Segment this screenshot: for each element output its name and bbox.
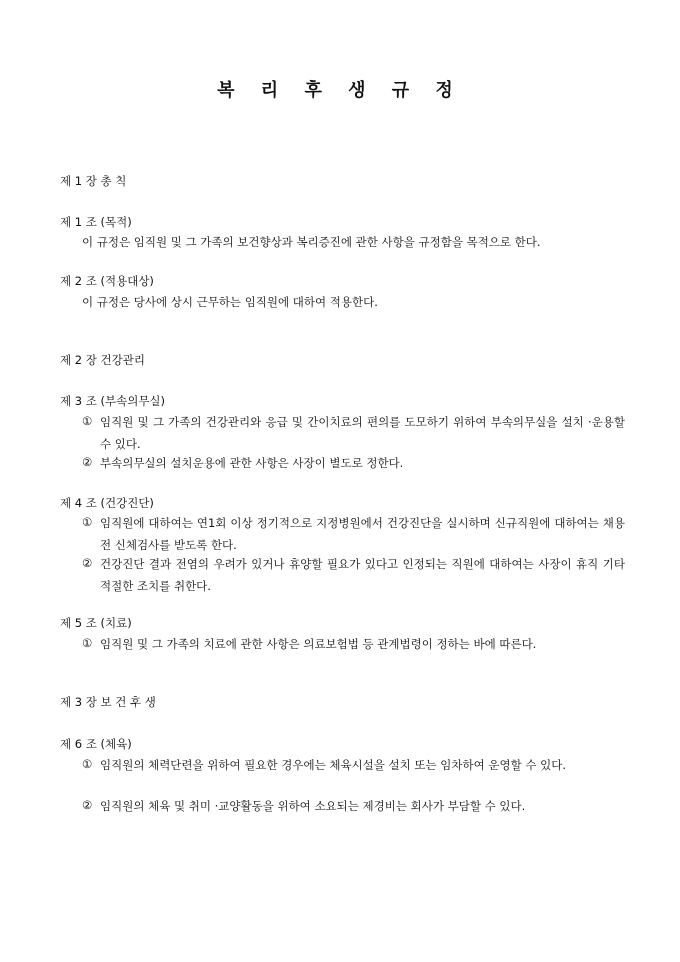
article-1-body: 이 규정은 임직원 및 그 가족의 보건향상과 복리증진에 관한 사항을 규정함을 목적으로 한다.: [82, 235, 541, 249]
article-6-item-1-number: ①: [82, 757, 93, 771]
chapter-2-heading: 제 2 장 건강관리: [60, 353, 145, 367]
article-3-item-1-text: 임직원 및 그 가족의 건강관리와 응급 및 간이치료의 편의를 도모하기 위하여 부속의무실을 설치 ·운용할수 있다.: [100, 415, 625, 451]
article-1-heading: 제 1 조 (목적): [60, 215, 132, 229]
article-6-item-2-number: ②: [82, 798, 93, 812]
article-5-heading: 제 5 조 (치료): [60, 616, 132, 630]
article-6-item-1-text: 임직원의 체력단련을 위하여 필요한 경우에는 체육시설을 설치 또는 임차하여 운영할 수 있다.: [100, 758, 567, 772]
article-6-heading: 제 6 조 (체육): [60, 737, 132, 751]
document-title: 복 리 후 생 규 정: [217, 80, 463, 101]
article-4-item-2-text: 건강진단 결과 전염의 우려가 있거나 휴양할 필요가 있다고 인정되는 직원에 대하여는 사장이 휴직 기타 적절한 조치를 취한다.: [100, 557, 625, 593]
article-4-item-1-number: ①: [82, 515, 93, 529]
article-2-heading: 제 2 조 (적용대상): [60, 274, 154, 288]
chapter-1-heading: 제 1 장 총 칙: [60, 174, 127, 188]
article-3-item-2-number: ②: [82, 455, 93, 469]
chapter-3-heading: 제 3 장 보 건 후 생: [60, 695, 156, 709]
article-2-body: 이 규정은 당사에 상시 근무하는 임직원에 대하여 적용한다.: [82, 295, 378, 309]
article-5-item-1-text: 임직원 및 그 가족의 치료에 관한 사항은 의료보험법 등 관계법령이 정하는 바에 따른다.: [100, 637, 537, 651]
article-5-item-1-number: ①: [82, 636, 93, 650]
article-3-item-2-text: 부속의무실의 설치운용에 관한 사항은 사장이 별도로 정한다.: [100, 456, 404, 470]
article-4-item-2-number: ②: [82, 556, 93, 570]
article-4-heading: 제 4 조 (건강진단): [60, 496, 154, 510]
article-3-heading: 제 3 조 (부속의무실): [60, 394, 166, 408]
article-4-item-1-text: 임직원에 대하여는 연1회 이상 정기적으로 지정병원에서 건강진단을 실시하며 신규직원에 대하여는 채용전 신체검사를 받도록 한다.: [100, 516, 625, 552]
article-6-item-2-text: 임직원의 체육 및 취미 ·교양활동을 위하여 소요되는 제경비는 회사가 부담할 수 있다.: [100, 799, 526, 813]
article-3-item-1-number: ①: [82, 414, 93, 428]
